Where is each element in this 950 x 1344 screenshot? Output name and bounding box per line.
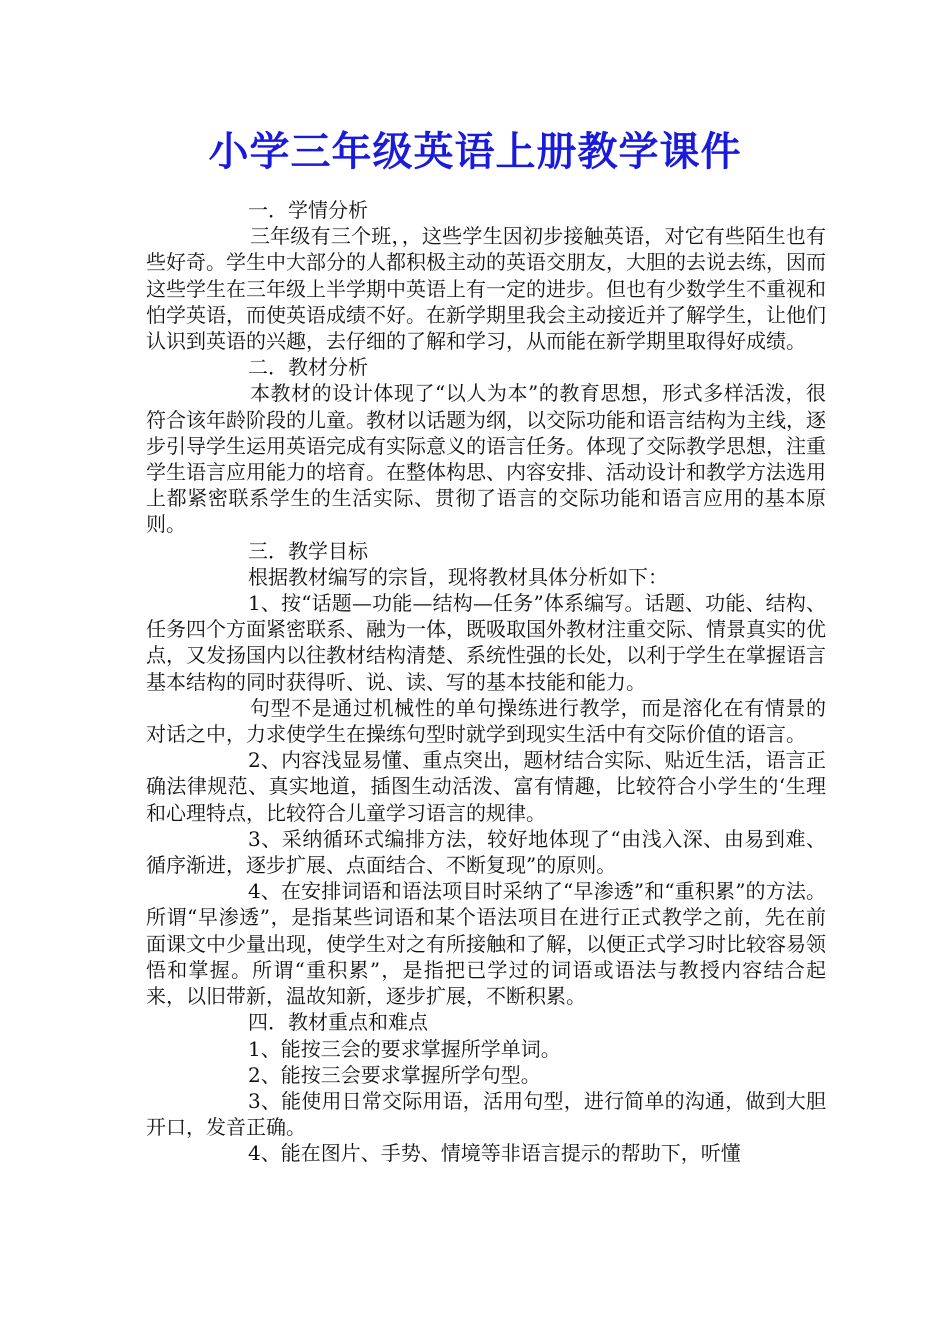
section-heading-4: 四．教材重点和难点 <box>248 1010 428 1035</box>
section-4-item-1: 1、能按三会的要求掌握所学单词。 <box>248 1036 561 1061</box>
section-3-note: 句型不是通过机械性的单句操练进行教学，而是溶化在有情景的对话之中，力求使学生在操练句型时就学到现实生活中有交际价值的语言。 <box>146 695 826 747</box>
section-heading-1: 一．学情分析 <box>248 198 368 222</box>
document-title: 小学三年级英语上册教学课件 <box>208 129 742 175</box>
document-body <box>146 197 826 1167</box>
section-3-item-2: 2、内容浅显易懂、重点突出，题材结合实际、贴近生活，语言正确法律规范、真实地道，插图生动活泼、富有情趣，比较符合小学生的‘生理和心理特点，比较符合儿童学习语言的规律。 <box>146 748 826 825</box>
section-1-paragraph: 三年级有三个班，，这些学生因初步接触英语，对它有些陌生也有些好奇。学生中大部分的人都积极主动的英语交朋友，大胆的去说去练，因而这些学生在三年级上半学期中英语上有一定的进步。但也有少数学生不重视和怕学英语，而使英语成绩不好。在新学期里我会主动接近并了解学生，让他们认识到英语的兴趣，去仔细的了解和学习，从而能在新学期里取得好成绩。 <box>146 224 826 354</box>
section-heading-2: 二．教材分析 <box>248 355 368 380</box>
section-4-item-2: 2、能按三会要求掌握所学句型。 <box>248 1062 541 1087</box>
section-4-item-4: 4、能在图片、手势、情境等非语言提示的帮助下，听懂 <box>248 1141 741 1166</box>
section-3-item-1: 1、按“话题—功能—结构—任务”体系编写。话题、功能、结构、任务四个方面紧密联系、融为一体，既吸取国外教材注重交际、情景真实的优点，又发扬国内以往教材结构清楚、系统性强的长处，以利于学生在掌握语言基本结构的同时获得听、说、读、写的基本技能和能力。 <box>146 591 826 694</box>
section-3-intro: 根据教材编写的宗旨，现将教材具体分析如下： <box>248 564 668 589</box>
section-heading-3: 三．教学目标 <box>248 538 368 563</box>
section-4-item-3: 3、能使用日常交际用语，活用句型，进行简单的沟通，做到大胆开口，发音正确。 <box>146 1088 826 1140</box>
section-2-paragraph: 本教材的设计体现了“以人为本”的教育思想，形式多样活泼，很符合该年龄阶段的儿童。教材以话题为纲，以交际功能和语言结构为主线，逐步引导学生运用英语完成有实际意义的语言任务。体现了交际教学思想，注重学生语言应用能力的培育。在整体构思、内容安排、活动设计和教学方法选用上都紧密联系学生的生活实际、贯彻了语言的交际功能和语言应用的基本原则。 <box>146 381 826 537</box>
section-3-item-4: 4、在安排词语和语法项目时采纳了“早渗透”和“重积累”的方法。所谓“早渗透”，是指某些词语和某个语法项目在进行正式教学之前，先在前面课文中少量出现，使学生对之有所接触和了解，以便正式学习时比较容易领悟和掌握。所谓“重积累”，是指把已学过的词语或语法与教授内容结合起来，以旧带新，温故知新，逐步扩展，不断积累。 <box>146 879 826 1009</box>
section-3-item-3: 3、采纳循环式编排方法，较好地体现了“由浅入深、由易到难、循序渐进，逐步扩展、点面结合、不断复现”的原则。 <box>146 826 826 878</box>
